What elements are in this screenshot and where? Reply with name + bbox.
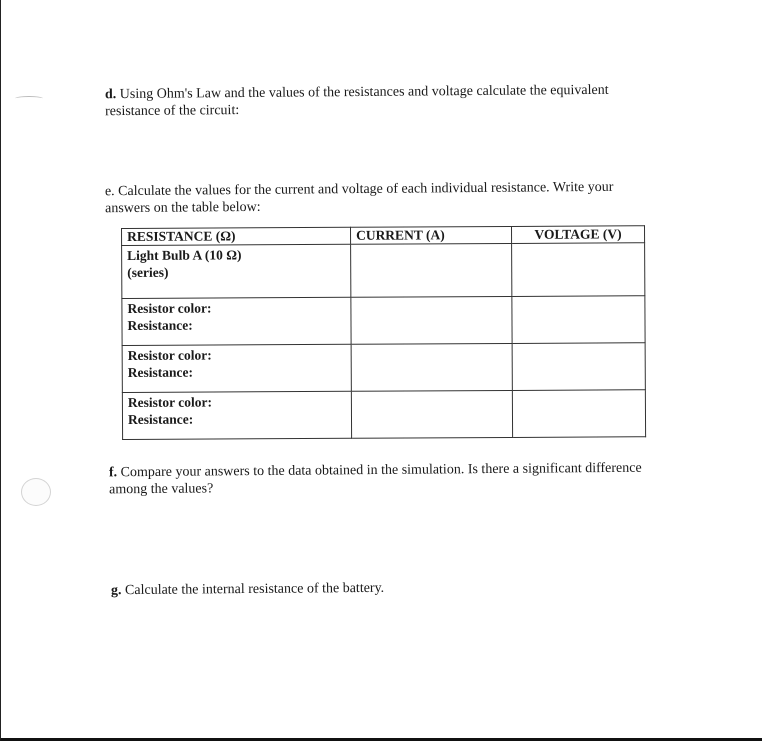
voltage-cell[interactable]	[512, 296, 645, 344]
voltage-cell[interactable]	[512, 390, 645, 438]
question-e	[105, 179, 614, 217]
row-label-line2: (series)	[127, 264, 169, 280]
table-row	[122, 390, 645, 440]
question-d-line2: resistance of the circuit:	[105, 103, 240, 120]
punch-hole	[21, 478, 51, 506]
row-label-line1: Resistor color:	[127, 300, 212, 316]
voltage-cell[interactable]	[512, 343, 645, 391]
question-f-letter: f.	[108, 465, 118, 481]
header-current: CURRENT (A)	[350, 226, 511, 244]
row-label-line2: Resistance:	[127, 317, 193, 333]
question-d	[105, 82, 609, 120]
row-label-line1: Light Bulb A (10 Ω)	[127, 247, 242, 263]
table-row	[122, 243, 645, 299]
row-label-resistor-3	[122, 391, 351, 439]
question-g	[111, 580, 384, 599]
table-row	[122, 296, 645, 346]
margin-mark	[15, 96, 43, 101]
question-e-letter: e.	[104, 184, 115, 200]
row-label-light-bulb	[122, 244, 351, 298]
row-label-line2: Resistance:	[127, 364, 194, 380]
row-label-resistor-1	[122, 297, 351, 345]
row-label-line2: Resistance:	[127, 411, 194, 427]
voltage-cell[interactable]	[512, 243, 645, 297]
question-g-line1: Calculate the internal resistance of the battery.	[121, 580, 385, 599]
question-d-letter: d.	[104, 87, 117, 103]
current-cell[interactable]	[351, 343, 512, 391]
question-e-line2: answers on the table below:	[105, 199, 261, 217]
question-e-line1: Calculate the values for the current and voltage of each individual resistance. Write your	[114, 179, 614, 200]
question-f-line1: Compare your answers to the data obtained in the simulation. Is there a significant difference	[117, 460, 642, 481]
header-resistance: RESISTANCE (Ω)	[122, 227, 351, 245]
row-label-line1: Resistor color:	[127, 394, 213, 410]
question-g-letter: g.	[110, 583, 122, 599]
question-d-line1: Using Ohm's Law and the values of the resistances and voltage calculate the equivalent	[116, 82, 609, 103]
table-row	[122, 343, 645, 393]
current-cell[interactable]	[351, 296, 512, 344]
current-cell[interactable]	[351, 390, 512, 438]
current-cell[interactable]	[351, 243, 512, 297]
row-label-resistor-2	[122, 344, 351, 392]
question-f	[109, 460, 642, 499]
row-label-line1: Resistor color:	[127, 347, 212, 363]
header-voltage: VOLTAGE (V)	[511, 226, 644, 244]
resistance-table	[121, 225, 646, 440]
question-f-line2: among the values?	[109, 481, 214, 498]
